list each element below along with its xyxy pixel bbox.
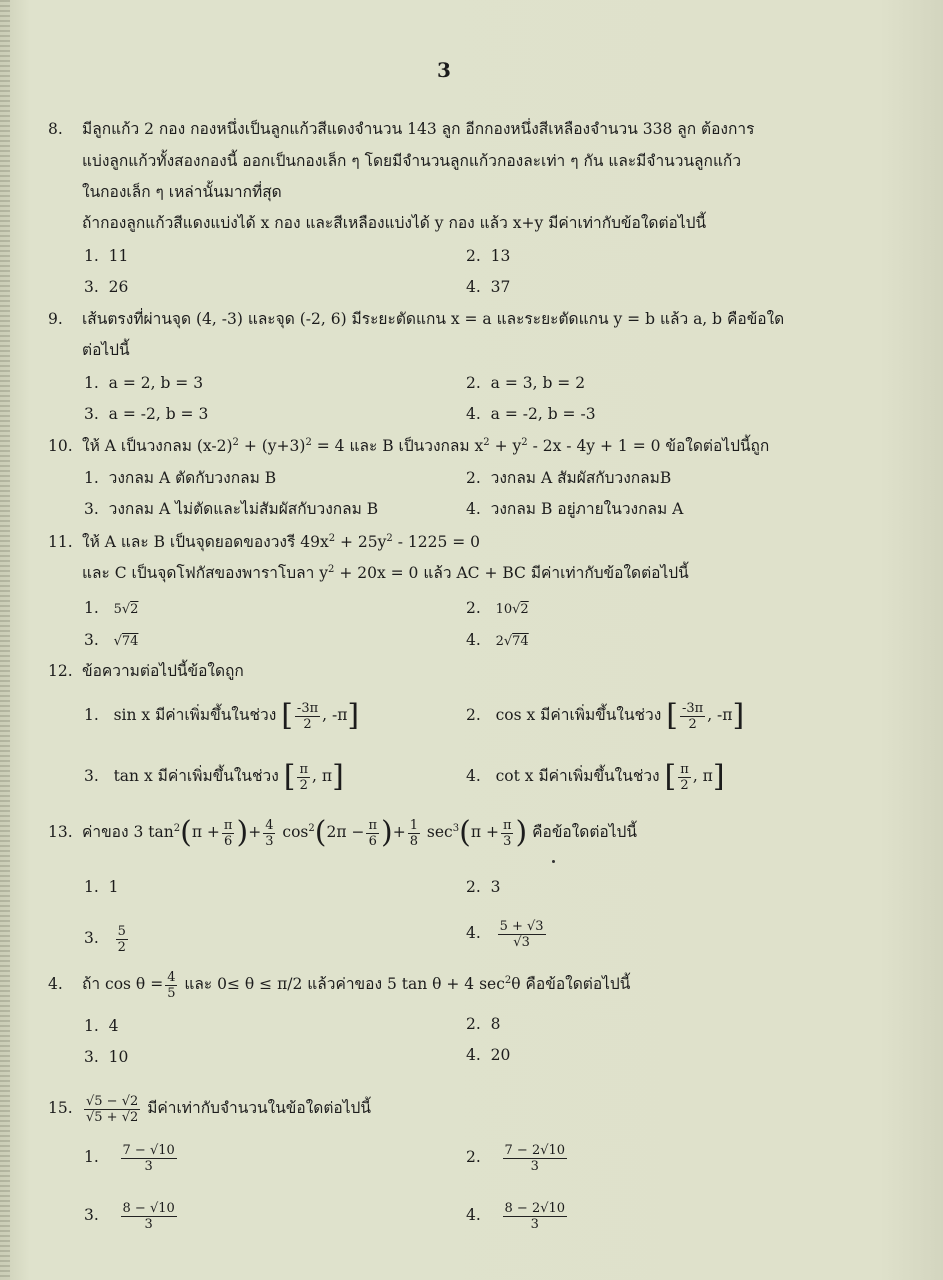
option-text: 8 (490, 1015, 501, 1033)
option-text: 26 (108, 278, 129, 296)
option-text: 37 (490, 278, 511, 296)
q11-opt3[interactable]: 3. √74 (84, 631, 139, 649)
q13-opt2[interactable] (466, 877, 501, 897)
q12-opt2[interactable]: 2. cos x มีค่าเพิ่มขึ้นในช่วง [ $\frac{-3\pi}{2}$ , -π] (466, 698, 745, 733)
q8-opt1[interactable] (84, 246, 128, 266)
option-number: 4. (466, 924, 481, 942)
option-text: 10 (108, 1048, 129, 1066)
q11-line1: ให้ A และ B เป็นจุดยอดของวงรี $49x^2 + 25y^2 - 1225 = 0$ (82, 532, 481, 551)
page-number: 3 (437, 58, 451, 82)
option-number: 1. (84, 1148, 99, 1166)
q12-opt3[interactable]: 3. tan x มีค่าเพิ่มขึ้นในช่วง [ $\frac{\pi}{2}$ , π] (84, 759, 344, 794)
q14-opt3[interactable] (84, 1047, 128, 1067)
q11-line2: และ C เป็นจุดโฟกัสของพาราโบลา $y^2 + 20x = 0$ แล้ว AC + BC มีค่าเท่ากับข้อใดต่อไปนี้ (82, 563, 689, 582)
q12-opt4[interactable]: 4. cot x มีค่าเพิ่มขึ้นในช่วง [ $\frac{\pi}{2}$ , π] (466, 759, 725, 794)
q11-number: 11. (48, 533, 73, 551)
q11-opt4[interactable]: 4. 2√74 (466, 631, 529, 649)
option-number: 2. (466, 1148, 481, 1166)
q9-opt2[interactable] (466, 373, 585, 393)
q14-number: 4. (48, 975, 63, 993)
q15-opt2[interactable]: 2. $\frac{7 - 2√10}{3}$ (466, 1142, 566, 1174)
q8-line2: แบ่งลูกแก้วทั้งสองกองนี้ ออกเป็นกองเล็ก ๆ โดยมีจำนวนลูกแก้วกองละเท่า ๆ กัน และมีจำนวนลูกแก้ว (82, 152, 742, 170)
option-text: 3 (490, 878, 501, 896)
option-number: 1. (84, 374, 99, 392)
q10-opt2[interactable] (466, 468, 671, 488)
q15-number: 15. (48, 1099, 73, 1117)
option-number: 2. (466, 878, 481, 896)
q13-opt4[interactable]: 4. $\frac{5 + √3}{√3}$ (466, 918, 544, 950)
q12-number: 12. (48, 662, 73, 680)
option-text: วงกลม A สัมผัสกับวงกลมB (490, 469, 672, 487)
option-number: 4. (466, 1046, 481, 1064)
q8-line1: มีลูกแก้ว 2 กอง กองหนึ่งเป็นลูกแก้วสีแดงจำนวน 143 ลูก อีกกองหนึ่งสีเหลืองจำนวน 338 ลูก ต้องการ (82, 120, 755, 138)
option-number: 2. (466, 374, 481, 392)
q8-opt2[interactable] (466, 246, 510, 266)
option-number: 1. (84, 1017, 99, 1035)
q15-opt3[interactable]: 3. $\frac{8 - √10}{3}$ (84, 1200, 175, 1232)
q11-opt2[interactable]: 2. 10√2 (466, 599, 529, 617)
option-text: วงกลม A ตัดกับวงกลม B (108, 469, 277, 487)
option-number: 2. (466, 469, 481, 487)
q11-opt1[interactable]: 1. 5√2 (84, 599, 139, 617)
q15-opt1[interactable]: 1. $\frac{7 - √10}{3}$ (84, 1142, 175, 1174)
q14-opt1[interactable] (84, 1016, 119, 1036)
q15-opt4[interactable]: 4. $\frac{8 - 2√10}{3}$ (466, 1200, 566, 1232)
q10-opt4[interactable] (466, 499, 683, 519)
option-text: 11 (108, 247, 129, 265)
q9-line1: เส้นตรงที่ผ่านจุด (4, -3) และจุด (-2, 6) มีระยะตัดแกน x = a และระยะตัดแกน y = b แล้ว a, b คือข้อใด (82, 310, 785, 328)
option-number: 4. (466, 405, 481, 423)
q13-expression: ค่าของ 3 $\tan^2(\pi$ + $\frac{\pi}{6}$ )+ $\frac{4}{3}$ $\cos^2(2\pi$ − $\frac{\pi}{6}$ )+ $\frac{1}{8}$ $\sec^3(\pi$ + $\frac{\pi}{3}$ ) คือข้อใดต่อไปนี้ (82, 815, 637, 850)
q14-opt2[interactable] (466, 1014, 501, 1034)
option-text: 13 (490, 247, 511, 265)
option-number: 3. (84, 631, 99, 649)
q8-opt3[interactable] (84, 277, 128, 297)
q13-opt3[interactable]: 3. $\frac{5}{2}$ (84, 923, 126, 955)
option-number: 4. (466, 631, 481, 649)
option-text: a = 3, b = 2 (490, 374, 586, 392)
option-number: 3. (84, 1206, 99, 1224)
option-text: 20 (490, 1046, 511, 1064)
q9-opt3[interactable] (84, 404, 208, 424)
option-text: 1 (108, 878, 119, 896)
q8-opt4[interactable] (466, 277, 510, 297)
option-number: 1. (84, 247, 99, 265)
binding-edge (0, 0, 10, 1280)
q9-line2: ต่อไปนี้ (82, 341, 130, 359)
q12-line: ข้อความต่อไปนี้ข้อใดถูก (82, 662, 244, 680)
print-speck (552, 860, 555, 863)
option-number: 2. (466, 599, 481, 617)
q9-opt1[interactable] (84, 373, 203, 393)
q10-opt1[interactable] (84, 468, 276, 488)
option-number: 3. (84, 929, 99, 947)
option-number: 3. (84, 278, 99, 296)
option-text: a = -2, b = 3 (108, 405, 209, 423)
q10-number: 10. (48, 437, 73, 455)
option-number: 1. (84, 599, 99, 617)
option-text: a = -2, b = -3 (490, 405, 596, 423)
option-number: 4. (466, 278, 481, 296)
q8-line4: ถ้ากองลูกแก้วสีแดงแบ่งได้ x กอง และสีเหลืองแบ่งได้ y กอง แล้ว x+y มีค่าเท่ากับข้อใดต่อไปนี้ (82, 214, 707, 232)
option-text: วงกลม A ไม่ตัดและไม่สัมผัสกับวงกลม B (108, 500, 379, 518)
q12-opt1[interactable]: 1. sin x มีค่าเพิ่มขึ้นในช่วง [ $\frac{-3\pi}{2}$ , -π] (84, 698, 360, 733)
option-number: 2. (466, 1015, 481, 1033)
option-number: 4. (466, 500, 481, 518)
option-number: 4. (466, 1206, 481, 1224)
option-text: 4 (108, 1017, 119, 1035)
option-number: 3. (84, 405, 99, 423)
q14-opt4[interactable] (466, 1045, 510, 1065)
q8-line3: ในกองเล็ก ๆ เหล่านั้นมากที่สุด (82, 183, 282, 201)
option-number: 3. (84, 1048, 99, 1066)
q14-line: ถ้า cos θ = $\frac{4}{5}$ และ 0≤ θ ≤ π/2 แล้วค่าของ 5 tan θ + 4 $\sec^2\theta$ คือข้อใดต่อไปนี้ (82, 969, 631, 1001)
q9-number: 9. (48, 310, 63, 328)
option-text: a = 2, b = 3 (108, 374, 204, 392)
q13-number: 13. (48, 823, 73, 841)
q13-opt1[interactable] (84, 877, 119, 897)
q10-opt3[interactable] (84, 499, 378, 519)
option-number: 1. (84, 878, 99, 896)
option-text: วงกลม B อยู่ภายในวงกลม A (490, 500, 684, 518)
q8-number: 8. (48, 120, 63, 138)
option-number: 3. (84, 500, 99, 518)
q15-line: $\frac{√5 - √2}{√5 + √2}$ มีค่าเท่ากับจำนวนในข้อใดต่อไปนี้ (86, 1093, 371, 1125)
option-number: 2. (466, 247, 481, 265)
q9-opt4[interactable] (466, 404, 596, 424)
q10-line: ให้ A เป็นวงกลม $(x-2)^2 + (y+3)^2 = 4$ และ B เป็นวงกลม $x^2 + y^2 - 2x - 4y + 1 = 0$ ข้อใดต่อไปนี้ถูก (82, 436, 770, 455)
option-number: 1. (84, 469, 99, 487)
